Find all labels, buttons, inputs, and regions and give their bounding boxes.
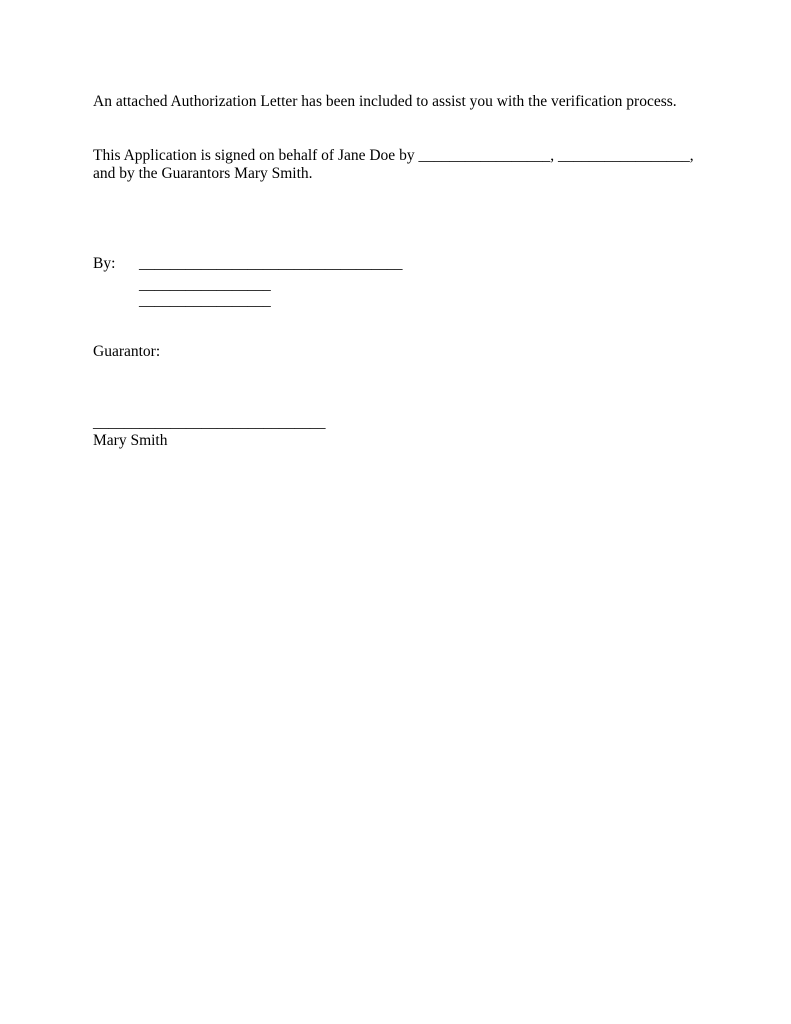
title-line: _________________ — [139, 292, 271, 309]
guarantor-label: Guarantor: — [93, 343, 161, 360]
authorization-letter-paragraph: An attached Authorization Letter has been included to assist you with the verification process. — [93, 93, 677, 110]
signature-line: __________________________________ — [139, 255, 403, 272]
signed-on-behalf-paragraph-line-2: and by the Guarantors Mary Smith. — [93, 165, 313, 182]
name-line: _________________ — [139, 276, 271, 293]
by-label: By: — [93, 255, 116, 272]
guarantor-signature-line: ______________________________ — [93, 414, 326, 431]
guarantor-name: Mary Smith — [93, 432, 168, 449]
signed-on-behalf-paragraph-line-1: This Application is signed on behalf of Jane Doe by _________________, _________________, — [93, 147, 694, 164]
